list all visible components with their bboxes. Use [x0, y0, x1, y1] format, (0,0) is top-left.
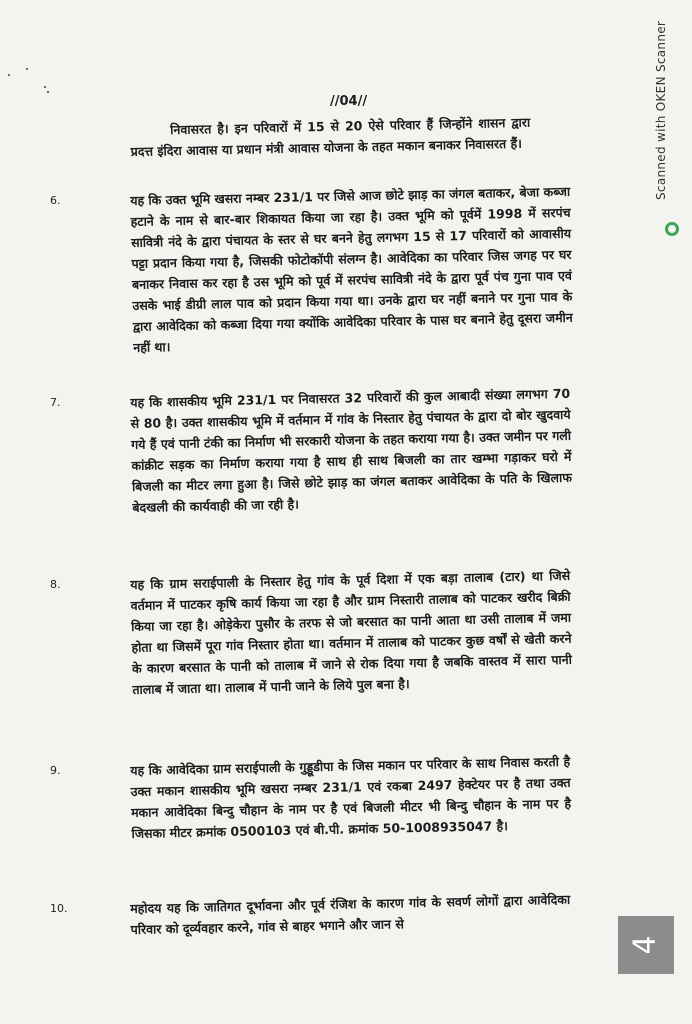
- paragraph-number: 10.: [50, 902, 68, 915]
- paragraph-text: यह कि ग्राम सराईपाली के निस्तार हेतु गांव के पूर्व दिशा में एक बड़ा तालाब (टार) था जिसे वर्तमान में पाटकर कृषि कार्य किया जा रहा है और ग्राम निस्तारी तालाब को पाटकर खरीद बिक्री किया जा रहा है। ओड़ेकेरा पुसौर के तरफ से जो बरसात का पानी आता था उसी तालाब में जमा होता था जिसमें पूरा गांव निस्तार होता था। वर्तमान में तालाब को पाटकर कुछ वर्षों से खेती करने के कारण बरसात के पानी को तालाब में जाने से रोक दिया गया है जबकि वास्तव में सारा पानी तालाब में जाता था। तालाब में पानी जाने के लिये पुल बना है।: [130, 567, 573, 697]
- paragraph-number: 7.: [50, 396, 61, 409]
- intro-text: निवासरत है। इन परिवारों में 15 से 20 ऐसे परिवार हैं जिन्होंने शासन द्वारा प्रदत्त इंदिरा आवास या प्रधान मंत्री आवास योजना के तहत मकान बनाकर निवासरत हैं।: [130, 114, 531, 159]
- paragraph-number: 8.: [50, 578, 61, 591]
- page-tab-label: 4: [628, 935, 663, 955]
- watermark-text: Scanned with OKEN Scanner: [654, 20, 668, 200]
- paragraph-number: 6.: [50, 194, 61, 207]
- paragraph-text: यह कि आवेदिका ग्राम सराईपाली के गुड्डूडीपा के जिस मकान पर परिवार के साथ निवास करती है उक्त मकान शासकीय भूमि खसरा नम्बर 231/1 एवं रकबा 2497 हेक्टेयर पर है तथा उक्त मकान आवेदिका बिन्दु चौहान के नाम पर है एवं बिजली मीटर भी बिन्दु चौहान के नाम पर है जिसका मीटर क्रमांक 0500103 एवं बी.पी. क्रमांक 50-1008935047 है।: [130, 753, 572, 841]
- page-tab[interactable]: [618, 916, 674, 974]
- paragraph-text: यह कि उक्त भूमि खसरा नम्बर 231/1 पर जिसे आज छोटे झाड़ का जंगल बताकर, बेजा कब्जा हटाने के नाम से बार-बार शिकायत किया जा रहा है। उक्त भूमि को पूर्वमें 1998 में सरपंच सावित्री नंदे के द्वारा पंचायत के स्तर से घर बनने हेतु लगभग 15 से 17 परिवारों को आवासीय पट्टा प्रदान किया गया है, जिसकी फोटोकॉपी संलग्न है। आवेदिका का परिवार जिस जगह पर घर बनाकर निवास कर रहा है उस भूमि को पूर्व में सरपंच सावित्री नंदे के द्वारा पूर्व पंच गुना पाव एवं उसके भाई डीग्री लाल पाव को प्रदान किया गया था। उनके द्वारा घर नहीं बनाने पर गुना पाव के द्वारा आवेदिका को कब्जा दिया गया क्योंकि आवेदिका परिवार के पास घर बनाने हेतु दूसरा जमीन नहीं था।: [130, 183, 573, 355]
- page-number: //04//: [330, 94, 368, 109]
- paragraph-text: महोदय यह कि जातिगत दूर्भावना और पूर्व रंजिश के कारण गांव के सवर्ण लोगों द्वारा आवेदिका परिवार को दूर्व्यवहार करने, गांव से बाहर भगाने और जान से: [130, 891, 571, 937]
- scanner-logo-icon: [665, 222, 679, 236]
- paragraph-text: यह कि शासकीय भूमि 231/1 पर निवासरत 32 परिवारों की कुल आबादी संख्या लगभग 70 से 80 है। उक्त शासकीय भूमि में वर्तमान में गांव के निस्तार हेतु पंचायत के द्वारा दो बोर खुदवाये गये हैं एवं पानी टंकी का निर्माण भी सरकारी योजना के तहत कराया गया है। उक्त जमीन पर गली कांक्रीट सड़क का निर्माण कराया गया है साथ ही साथ बिजली का तार खम्भा गड़ाकर घरो में बिजली का मीटर लगा हुआ है। जिसे छोटे झाड़ का जंगल बताकर आवेदिका के पति के खिलाफ बेदखली की कार्यवाही की जा रही है।: [130, 385, 573, 515]
- paragraph-number: 9.: [50, 764, 61, 777]
